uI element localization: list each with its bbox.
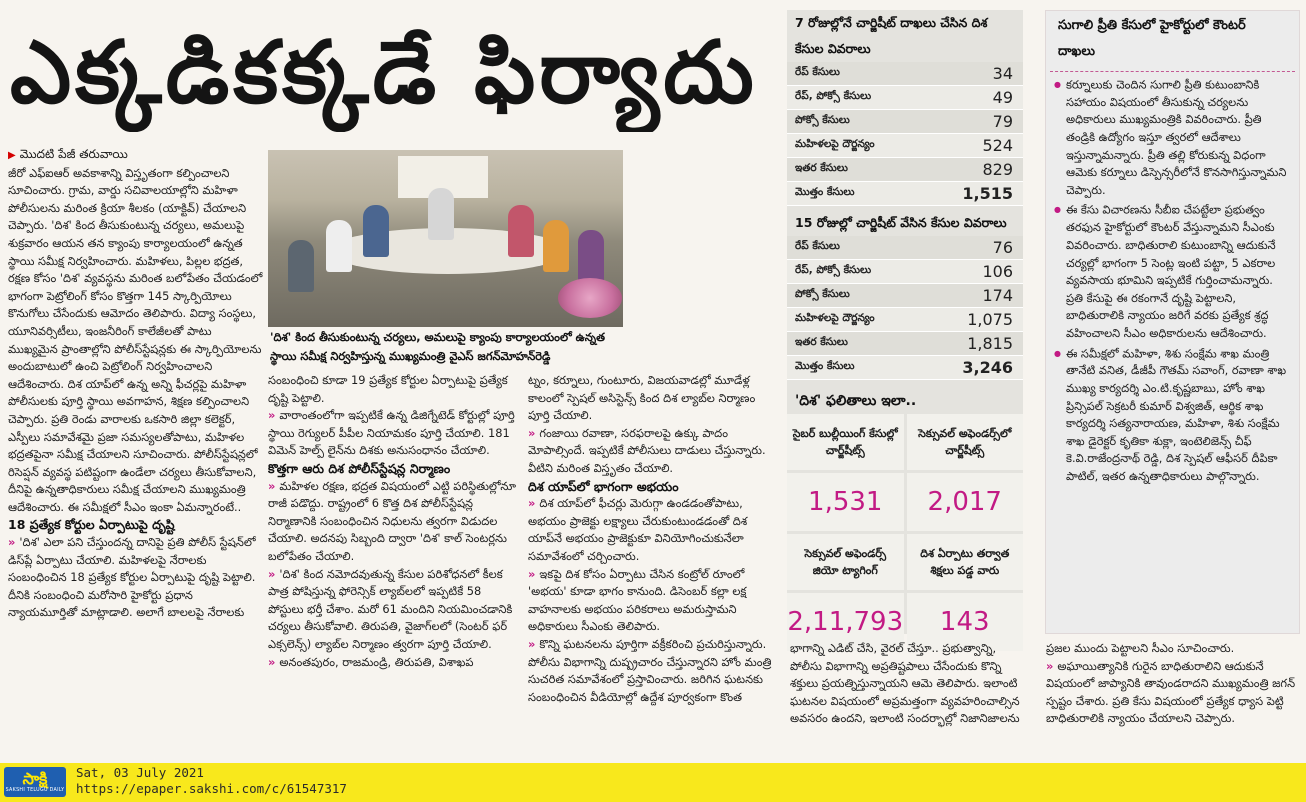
row-value: 174: [982, 286, 1013, 305]
table-row-total: [787, 182, 1023, 206]
result-label: దిశ ఏర్పాటు తర్వాత శిక్షలు పడ్డ వారు: [920, 547, 1010, 577]
article-column-3: [528, 372, 780, 754]
results-title: 'దిశ' ఫలితాలు ఇలా..: [795, 393, 917, 409]
subheading: దిశ యాప్‌లో భాగంగా అభయం: [528, 478, 679, 494]
row-value: 1,515: [962, 184, 1013, 203]
news-photo: [268, 150, 623, 327]
row-value: 524: [982, 136, 1013, 155]
photo-person: [326, 220, 352, 272]
row-value: 106: [982, 262, 1013, 281]
row-value: 76: [992, 238, 1013, 257]
photo-person: [578, 230, 604, 282]
table-row: [787, 332, 1023, 356]
table-row: [787, 260, 1023, 284]
row-label: రేప్ కేసులు: [795, 66, 840, 78]
row-value: 34: [992, 64, 1013, 83]
row-label: రేప్ కేసులు: [795, 240, 840, 252]
article-column-6: [1046, 640, 1300, 756]
bullet-paragraph: » అనంతపురం, రాజమండ్రి, తిరుపతి, విశాఖప: [268, 654, 520, 672]
result-label-cell: [907, 534, 1024, 590]
table-row: [787, 308, 1023, 332]
epaper-url[interactable]: https://epaper.sakshi.com/c/61547317: [76, 781, 347, 796]
result-label-cell: [907, 414, 1024, 470]
photo-person: [543, 220, 569, 272]
sakshi-logo: [4, 767, 66, 797]
sidebar-title: సుగాలి ప్రీతి కేసులో హైకోర్టులో కౌంటర్ దాఖలు: [1050, 11, 1295, 72]
bullet-paragraph: » మహిళల రక్షణ, భద్రత విషయంలో ఎట్టి పరిస్థితుల్లోనూ రాజీ పడొద్దు. రాష్ట్రంలో 6 కొత్త దిశ పోలీస్‌స్టేషన్ల నిర్మాణానికి సంబంధించిన నిధులను త్వరగా విడుదల చేయాలి. అదనపు సిబ్బంది ద్వారా 'దిశ' కాల్ సెంటర్లను బలోపేతం చేయాలి.: [268, 478, 520, 566]
photo-flowers: [558, 278, 622, 318]
row-label: పోక్సో కేసులు: [795, 114, 850, 126]
stats-table-7-days: [787, 62, 1023, 206]
row-label: ఇతర కేసులు: [795, 336, 848, 348]
bullet-paragraph: » ఇకపై దిశ కోసం ఏర్పాటు చేసిన కంట్రోల్ రూంలో 'అభయ' కూడా భాగం కానుంది. డిసెంబర్ కల్లా లక్ష వాహనాలకు అభయం పరికరాలు అమరుస్తామని అధికారులు సీఎంకు తెలిపారు.: [528, 566, 780, 636]
row-label: మహిళలపై దౌర్జన్యం: [795, 138, 875, 150]
photo-caption: 'దిశ' కింద తీసుకుంటున్న చర్యలు, అమలుపై క్యాంపు కార్యాలయంలో ఉన్నత స్థాయి సమీక్ష నిర్వహిస్తున్న ముఖ్యమంత్రి వైఎస్ జగన్‌మోహన్‌రెడ్డి: [270, 330, 605, 363]
row-value: 49: [992, 88, 1013, 107]
continued-from-front-page: ▶ మొదటి పేజీ తరువాయి: [8, 146, 264, 165]
bullet-paragraph: » కొన్ని ఘటనలను పూర్తిగా వక్రీకరించి ప్రచురిస్తున్నారు. పోలీసు విభాగాన్ని దుష్ప్రచారం చేస్తున్నారని హోం మంత్రి సుచరిత సమావేశంలో ప్రస్తావించారు. జరిగిన ఘటనకు సంబంధించిన వీడియోల్లో ఉద్దేశ పూర్వకంగా కొంత: [528, 636, 780, 706]
table-title: 15 రోజుల్లో చార్జిషీట్ వేసిన కేసుల వివరాలు: [795, 215, 1007, 230]
headline: ఎక్కడికక్కడే ఫిర్యాదు: [10, 22, 758, 123]
result-value-cell: [787, 473, 904, 531]
subheading: కొత్తగా ఆరు దిశ పోలీస్‌స్టేషన్ల నిర్మాణం: [268, 460, 451, 476]
bullet-paragraph: » 'దిశ' కింద నమోదవుతున్న కేసుల పరిశోధనలో కీలక పాత్ర పోషిస్తున్న ఫోరెన్సిక్ ల్యాబ్‌లలో ఇప్పటికే 58 పోస్టులు భర్తీ చేశాం. మరో 61 మందిని నియమించడానికి చర్యలు తీసుకోవాలి. తిరుపతి, వైజాగ్‌లలో (సెంటర్ ఫర్ ఎక్సలెన్స్) ల్యాబ్‌ల నిర్మాణం త్వరగా పూర్తి చేయాలి.: [268, 566, 520, 654]
row-value: 1,075: [967, 310, 1013, 329]
table-row: [787, 236, 1023, 260]
article-paragraph: జీరో ఎఫ్ఐఆర్ అవకాశాన్ని విస్తృతంగా కల్పించాలని సూచించారు. గ్రామ, వార్డు సచివాలయాల్లోని మహిళా పోలీసులను మరింత క్రియా శీలకం (యాక్టివ్) చేయాలని చెప్పారు. 'దిశ' కింద తీసుకుంటున్న చర్యలు, అమలుపై శుక్రవారం ఆయన తన క్యాంపు కార్యాలయంలో ఉన్నత స్థాయి సమీక్ష నిర్వహించారు. మహిళలు, పిల్లల భద్రత, రక్షణ కోసం 'దిశ' వ్యవస్థను మరింత బలోపేతం చేయడంలో భాగంగా పెట్రోలింగ్ కోసం కొత్తగా 145 స్కార్పియోలు కొనుగోలు చేసేందుకు ఆమోదం తెలిపారు. విద్యా సంస్థలు, యూనివర్సిటీలు, ఇంజనీరింగ్ కాలేజీలతో పాటు ముఖ్యమైన ప్రాంతాల్లోని పోలీస్‌స్టేషన్లకు ఈ స్కార్పియోలను అందుబాటులో ఉంచి పెట్రోలింగ్ నిర్వహించాలని ఆదేశించారు. దిశ యాప్‌లో ఉన్న అన్ని ఫీచర్లపై మహిళా పోలీసులకు పూర్తి స్థాయి అవగాహన, శిక్షణ కల్పించాలని చెప్పారు. ప్రతి రెండు వారాలకు ఒకసారి జిల్లా కలెక్టర్, ఎస్పీలు సమావేశమై ప్రజా సమస్యలతోపాటు, మహిళల భద్రతపైనా సమీక్ష చేయాలని సూచించారు. పోలీస్‌స్టేషన్లలో రిసెప్షన్ వ్యవస్థ పటిష్టంగా ఉండేలా చర్యలు తీసుకోవాలని, దీనిపై ఉన్నతాధికారులు సమీక్ష చేయాలని ముఖ్యమంత్రి ఆదేశించారు. ఈ సమీక్షలో సీఎం ఇంకా ఏమన్నారంటే..: [8, 165, 263, 514]
result-value: 143: [939, 607, 990, 637]
article-paragraph: ప్రజల ముందు పెట్టాలని సీఎం సూచించారు.: [1046, 641, 1235, 655]
result-label-cell: [787, 534, 904, 590]
sidebar-item: ● కర్నూలుకు చెందిన సుగాలి ప్రీతి కుటుంబానికి సహాయం విషయంలో తీసుకున్న చర్యలను అధికారులు ముఖ్యమంత్రికి వివరించారు. ప్రీతి తండ్రికి ఉద్యోగం ఇస్తూ త్వరలో ఆదేశాలు ఇస్తున్నామన్నారు. ప్రీతి తల్లి కోరుకున్న విధంగా ఆమెకు కర్నూలు డిస్పెన్సరీలోనే కొనసాగిస్తున్నామని చెప్పారు.: [1066, 76, 1291, 199]
result-label: సెక్సువల్ అఫెండర్స్ జియో ట్యాగింగ్: [804, 547, 887, 577]
table-row: [787, 284, 1023, 308]
photo-person: [288, 240, 314, 292]
result-label: సైబర్ బుల్లీయింగ్ కేసుల్లో చార్జ్‌షీట్స్: [792, 427, 898, 457]
result-value: 1,531: [808, 487, 883, 517]
row-label: రేప్, పోక్సో కేసులు: [795, 90, 872, 102]
article-paragraph: సంబంధించి కూడా 19 ప్రత్యేక కోర్టుల ఏర్పాటుపై ప్రత్యేక దృష్టి పెట్టాలి.: [268, 373, 508, 405]
table-row: [787, 134, 1023, 158]
stats-panel: [787, 10, 1023, 637]
publication-date: Sat, 03 July 2021: [76, 765, 204, 780]
bullet-paragraph: » అఘాయిత్యానికి గురైన బాధితురాలిని ఆదుకునే విషయంలో జాప్యానికి తావుండరాదని ముఖ్యమంత్రి జగన్ స్పష్టం చేశారు. ప్రతి కేసు విషయంలో ప్రత్యేక ధ్యాస పెట్టి బాధితురాలికి న్యాయం చేయాలని చెప్పారు.: [1046, 658, 1300, 728]
stats-table-15-days: [787, 236, 1023, 380]
result-value-cell: [907, 473, 1024, 531]
article-paragraph: భాగాన్ని ఎడిట్ చేసి, వైరల్ చేస్తూ.. ప్రభుత్వాన్ని, పోలీసు విభాగాన్ని అప్రతిష్టపాలు చేసేందుకు కొన్ని శక్తులు ప్రయత్నిస్తున్నాయని ఆమె తెలిపారు. ఇలాంటి ఘటనల విషయంలో అప్రమత్తంగా వ్యవహరించాల్సిన అవసరం ఉందని, ఇలాంటి సందర్భాల్లో నిజానిజాలను: [790, 641, 1020, 726]
row-label: పోక్సో కేసులు: [795, 288, 850, 300]
photo-person: [508, 205, 534, 257]
table-row: [787, 62, 1023, 86]
table-row: [787, 158, 1023, 182]
bullet-paragraph: » 'దిశ' ఎలా పని చేస్తుందన్న దానిపై ప్రతి పోలీస్ స్టేషన్‌లో డిస్‌ప్లే ఏర్పాటు చేయాలి. మహిళలపై నేరాలకు సంబంధించిన 18 ప్రత్యేక కోర్టుల ఏర్పాటుపై దృష్టి పెట్టాలి. దీనికి సంబంధించి మరోసారి హైకోర్టు ప్రధాన న్యాయమూర్తితో మాట్లాడాలి. అలాగే బాలలపై నేరాలకు: [8, 534, 264, 622]
row-label: మొత్తం కేసులు: [795, 186, 855, 198]
logo-subtext: SAKSHI TELUGU DAILY: [5, 788, 65, 793]
logo-text: సాక్షి: [22, 769, 48, 788]
row-label: ఇతర కేసులు: [795, 162, 848, 174]
sidebar-body: [1046, 76, 1299, 486]
row-label: మొత్తం కేసులు: [795, 360, 855, 372]
bullet-paragraph: » వారాంతంలోగా ఇప్పటికే ఉన్న డిజిగ్నేటెడ్ కోర్టుల్లో పూర్తి స్థాయి రెగ్యులర్ పీపీల నియామకం పూర్తి చేయాలి. 181 విమెన్ హెల్ప్ లైన్‌ను దిశకు అనుసంధానం చేయాలి.: [268, 407, 520, 460]
photo-person: [428, 188, 454, 240]
table-row: [787, 86, 1023, 110]
table-row-total: [787, 356, 1023, 380]
results-grid: [787, 414, 1023, 651]
sidebar-item: ● ఈ సమీక్షలో మహిళా, శిశు సంక్షేమ శాఖ మంత్రి తానేటి వనిత, డీజీపీ గౌతమ్ సవాంగ్, రవాణా శాఖ ముఖ్య కార్యదర్శి ఎం.టి.కృష్ణబాబు, హోం శాఖ ప్రిన్సిపల్ సెక్రటరీ కుమార్ విశ్వజిత్, ఆర్థిక శాఖ కార్యదర్శి సత్యనారాయణ, మహిళా, శిశు సంక్షేమ శాఖ డైరెక్టర్ కృతికా శుక్లా, ఇంటెలిజెన్స్ చీఫ్ కె.వి.రాజేంద్రనాథ్ రెడ్డి, దిశ స్పెషల్ ఆఫీసర్ దీపికా పాటిల్, ఇతర ఉన్నతాధికారులు పాల్గొన్నారు.: [1066, 345, 1291, 486]
table-title: 7 రోజుల్లోనే చార్జిషీట్ దాఖలు చేసిన దిశ కేసుల వివరాలు: [795, 15, 988, 56]
article-paragraph: ట్నం, కర్నూలు, గుంటూరు, విజయవాడల్లో మూడేళ్ల కాలంలో స్పెషల్ అసిస్టెన్స్ కింద దిశ ల్యాబ్‌ల నిర్మాణం పూర్తి చేయాలి.: [528, 373, 756, 423]
photo-person: [363, 205, 389, 257]
article-column-1: [8, 146, 264, 754]
sidebar-box: [1045, 10, 1300, 634]
bullet-paragraph: » గంజాయి రవాణా, సరఫరాలపై ఉక్కు పాదం మోపాల్సిందే. ఇప్పటికే పోలీసులు దాడులు చేస్తున్నారు. వీటిని మరింత విస్తృతం చేయాలి.: [528, 425, 780, 478]
row-value: 1,815: [967, 334, 1013, 353]
subheading: 18 ప్రత్యేక కోర్టుల ఏర్పాటుపై దృష్టి: [8, 517, 175, 533]
row-value: 829: [982, 160, 1013, 179]
sidebar-item: ● ఈ కేసు విచారణను సీబీఐ చేపట్టేలా ప్రభుత్వం తరఫున హైకోర్టులో కౌంటర్ వేస్తున్నామని సీఎంకు వివరించారు. బాధితురాలి కుటుంబాన్ని ఆదుకునే చర్యల్లో భాగంగా 5 సెంట్ల ఇంటి పట్టా, 5 ఎకరాల వ్యవసాయ భూమిని ఇప్పటికే గుర్తించామన్నారు. ప్రతి కేసుపై ఈ రకంగానే దృష్టి పెట్టాలని, బాధితురాలికి న్యాయం జరిగే వరకు ప్రత్యేక శ్రద్ధ వహించాలని సీఎం అధికారులను ఆదేశించారు.: [1066, 201, 1291, 342]
article-column-5: [790, 640, 1030, 756]
table-row: [787, 110, 1023, 134]
result-value: 2,11,793: [787, 607, 904, 637]
result-label-cell: [787, 414, 904, 470]
bullet-paragraph: » దిశ యాప్‌లో ఫీచర్లు మెరుగ్గా ఉండడంతోపాటు, అభయం ప్రాజెక్టు లక్ష్యాలు చేరుకుంటుండడంతో దిశ యాప్‌నే అభయం ప్రాజెక్టుకూ వినియోగించుకునేలా సమావేశంలో చర్చించారు.: [528, 495, 780, 565]
article-column-2: [268, 372, 520, 754]
row-value: 79: [992, 112, 1013, 131]
result-label: సెక్సువల్ అఫెండర్స్‌లో చార్జ్‌షీట్స్: [918, 427, 1012, 457]
row-label: రేప్, పోక్సో కేసులు: [795, 264, 872, 276]
row-label: మహిళలపై దౌర్జన్యం: [795, 312, 875, 324]
result-value: 2,017: [927, 487, 1002, 517]
row-value: 3,246: [962, 358, 1013, 377]
